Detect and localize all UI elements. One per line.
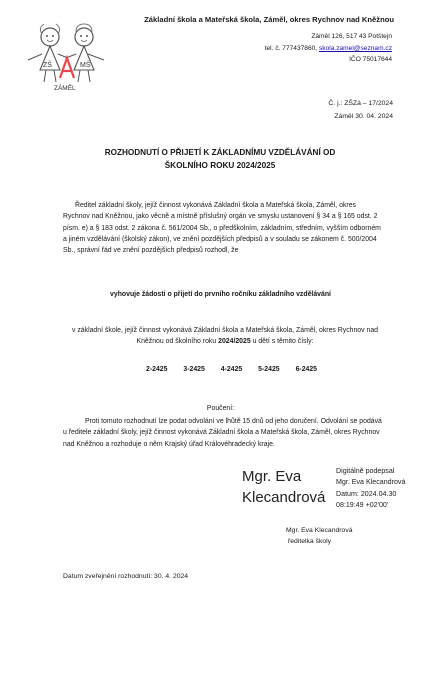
school-phone: tel. č. 777437860, (264, 45, 318, 52)
logo-right-text: MŠ (80, 62, 91, 69)
child-code: 4-2425 (220, 366, 243, 373)
school-contact (265, 44, 392, 53)
decision-verdict: vyhovuje žádosti o přijetí do prvního ročníku základního vzdělávání (110, 291, 331, 298)
school-ico: IČO 75017644 (349, 56, 392, 63)
digital-signature-name: Mgr. Eva Klecandrová (336, 478, 406, 487)
document-title (50, 146, 390, 172)
digital-signature-time: 08:19:49 +02'00' (336, 501, 389, 510)
admission-school-year: 2024/2025 (218, 338, 251, 346)
instruction-text (63, 416, 383, 450)
title-line-2: ŠKOLNÍHO ROKU 2024/2025 (164, 161, 276, 170)
child-code: 3-2425 (183, 366, 205, 373)
child-codes-list (146, 366, 331, 373)
signature-name-line-2: Klecandrová (242, 489, 326, 506)
school-name: Základní škola a Mateřská škola, Záměl, okres Rychnov nad Kněžnou (144, 15, 394, 24)
child-code: 2-2425 (146, 366, 168, 373)
digital-signature-label: Digitálně podepsal (336, 467, 395, 475)
publication-date: Datum zveřejnění rozhodnutí: 30. 4. 2024 (63, 573, 189, 580)
child-code: 5-2425 (258, 366, 280, 373)
instruction-label: Poučení: (206, 405, 235, 412)
printed-signature-role: ředitelka školy (288, 538, 332, 545)
digital-signature-block (336, 466, 405, 512)
digital-signature-date: Datum: 2024.04.30 (336, 489, 397, 498)
reference-number: Č. j.: ZŠZá – 17/2024 (328, 100, 393, 107)
logo-bottom-text: ZÁMĚL (54, 85, 76, 92)
school-logo (22, 20, 110, 92)
signature-name (242, 466, 325, 508)
decision-paragraph: Ředitel základní školy, jejíž činnost vykonává Základní škola a Mateřská škola, Záměl, okres Rychnov nad Kněžnou, jako věcně a místně příslušný orgán ve smyslu ustanovení § 34 a § 165 odst. 2 písm. e) a § 183 odst. 2 zákona č. 561/2004 Sb., o předškolním, základním, středním, vyšším odborném a jiném vzdělávání (školský zákon), ve znění pozdějších předpisů a v souladu se zákonem č. 500/2004 Sb., správní řád ve znění pozdějších předpisů rozhodl, že (63, 202, 381, 255)
instruction-body: Proti tomuto rozhodnutí lze podat odvolání ve lhůtě 15 dnů od jeho doručení. Odvolání se podává u ředitele základní školy, jejíž činnost vykonává Základní škola a Mateřská škola, Záměl, okres Rychnov nad Kněžnou a rozhoduje o něm Krajský úřad Královéhradecký kraje. (63, 418, 382, 448)
signature-name-line-1: Mgr. Eva (242, 468, 302, 485)
admission-text-a: v základní škole, jejíž činnost vykonává Základní škola a Mateřská škola, Záměl, okres Rychnov nad Kněžnou od školního roku (71, 327, 378, 346)
school-address: Záměl 126, 517 43 Potštejn (311, 33, 392, 40)
title-line-1: ROZHODNUTÍ O PŘIJETÍ K ZÁKLADNÍMU VZDĚLÁVÁNÍ OD (104, 148, 336, 157)
printed-signature-name: Mgr. Eva Klecandrová (286, 527, 353, 534)
admission-paragraph (60, 325, 390, 348)
child-code: 6-2425 (295, 366, 318, 373)
admission-text-b: u dětí s těmito čísly: (250, 338, 314, 346)
logo-left-text: ZŠ (43, 62, 52, 69)
reference-date: Záměl 30. 04. 2024 (334, 113, 393, 120)
school-email-link[interactable]: skola.zamel@seznam.cz (318, 45, 392, 52)
printed-signature (286, 525, 353, 547)
